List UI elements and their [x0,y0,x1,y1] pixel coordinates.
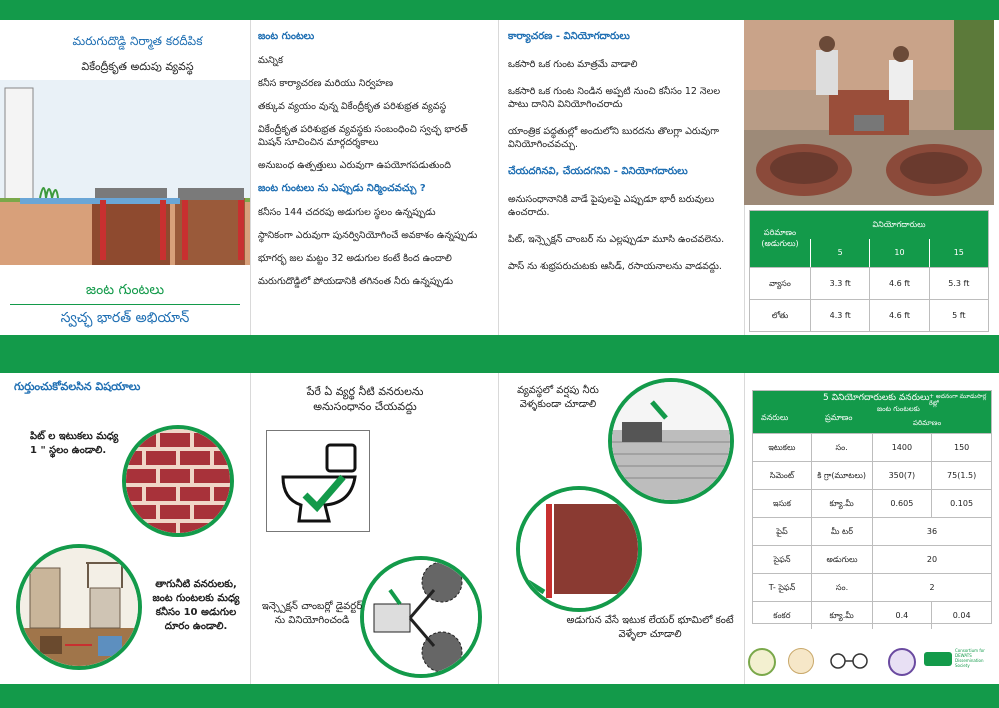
dim-users-15: 15 [929,239,988,267]
cover-panel [0,20,250,335]
rainwater-note: వ్యవస్థలో వర్షపు నీరు వెళ్ళకుండా చూడాలి [517,385,599,410]
material-quantity-twin: 350(7) [872,462,932,489]
material-unit: క్యూ.మీ [811,602,872,629]
brick-wall-circle [122,425,234,537]
cover-title: జంట గుంటలు [85,282,165,298]
dim-cell: 5 ft [929,300,988,332]
material-quantity-twin: 0.605 [872,490,932,517]
well-illustration [20,548,138,666]
material-name: కంకర [773,611,791,620]
toilet-icon [267,431,369,531]
list-item: ఒకసారి ఒక గుంట నిండిన అప్పటి నుంచి కనీసం 12 నెలల పాటు దానిని వినియోగించరాదు [508,86,721,110]
table-row [753,601,991,629]
materials-col-qty: పరిమాణం [913,419,942,427]
materials-col-resource: వనరులు [761,413,789,422]
remember-heading: గుర్తుంచుకోవలసిన విషయాలు [14,380,141,393]
well-distance-circle [16,544,142,670]
list-item: పిట్, ఇన్స్పెక్షన్ చాంబర్ ను ఎల్లప్పుడూ మూసి ఉంచవలెను. [508,234,725,245]
institute-logo [888,648,916,676]
divider [744,373,745,684]
material-quantity: 20 [872,546,991,573]
materials-table [752,390,992,624]
material-quantity-twin: 1400 [872,434,932,461]
middle-band [0,335,999,373]
material-unit: సం. [811,434,872,461]
cdd-logo-text: Consortium for DEWATS Dissemination Society [955,648,985,668]
list-item: కనీసం 144 చదరపు అడుగుల స్థలం ఉన్నప్పుడు [258,207,436,218]
cover-rule [10,304,240,305]
divider [498,373,499,684]
list-item: తక్కువ వ్యయం వున్న వికేంద్రీకృత పరిశుభ్రత వ్యవస్థ [258,101,447,112]
list-item: భూగర్భ జల మట్టం 32 అడుగుల కంటే కింద ఉందాలి [258,253,452,264]
wastewater-note: పేరే ఏ వ్యర్థ నీటి వనరులను అనుసంధానం చేయవద్దు [306,385,424,413]
brick-gap-note: పిట్ ల ఇటుకలు మధ్య 1 " స్థలం ఉండాలి. [30,431,119,456]
dim-cell: 4.6 ft [869,268,928,300]
dim-cell: 5.3 ft [929,268,988,300]
swachh-bharat-glasses-logo [826,652,874,670]
cover-subtitle: స్వచ్ఛ భారత్ అభియాన్ [60,310,190,326]
table-row [753,433,991,461]
dim-table-header [810,211,988,239]
info-panel-twin-pits [258,30,494,288]
pit-section-illustration [520,490,638,608]
bottom-band [0,684,999,708]
rainwater-illustration [612,382,730,500]
list-item: అనుసంధానానికి వాడే పైపులపై ఎప్పుడూ భారీ బరువులు ఉంచరాదు. [508,194,715,218]
section-heading: జంట గుంటలు ను ఎప్పుడు నిర్మించవచ్చు ? [258,183,426,194]
material-quantity-extra: 0.04 [931,602,991,629]
materials-rows [753,433,991,629]
info-panel-operation [508,30,738,273]
cover-line1: మరుగుదొడ్డి నిర్మాత కరదీపిక [72,34,203,48]
brick-pattern [126,429,230,533]
section-heading: జంట గుంటలు [258,31,315,42]
table-row [753,573,991,601]
material-name: పైప్ [776,527,788,536]
dim-table-header-label: వినియోగదారులు [872,219,926,229]
materials-col-twin: జంట గుంటలకు [877,405,920,413]
divider [250,20,251,335]
dim-row-label: లోతు [771,311,789,320]
list-item: యాంత్రిక పద్ధతుల్లో అందులోని బురదను తొలగ్లా ఎరువుగా వినియోగించవచ్చు. [508,126,720,150]
table-row [753,489,991,517]
material-quantity: 2 [872,574,991,601]
material-name: ఇసుక [772,499,791,508]
material-name: సైఫన్ [773,555,791,564]
list-item: అనుబంధ ఉత్పత్తులు ఎరువుగా ఉపయోగపడుతుంది [258,160,451,171]
bottom-layer-note: అడుగున వేసే ఇటుక లేయర్ భూమిలో కంటే వెళ్ళేలా చూడాలి [566,615,734,640]
dim-cell: 4.3 ft [810,300,869,332]
material-name: T- సైఫన్ [768,583,796,592]
material-quantity: 36 [872,518,991,545]
dim-table-side-header [750,211,810,267]
list-item: వికేంద్రీకృత పరిశుభ్రత వ్యవస్థకు సంబంధించి స్వచ్ఛ భారత్ మిషన్ సూచించిన మార్గదర్శకాలు [258,124,468,148]
material-quantity-extra: 0.105 [931,490,991,517]
material-unit: సం. [811,574,872,601]
construction-photo [744,20,994,205]
list-item: కనీస కార్యాచరణ మరియు నిర్వహణ [258,78,394,89]
list-item: స్థానికంగా ఎరువుగా పునర్వినియోగించే అవకాశం ఉన్నప్పుడు [258,230,478,241]
dim-cell: 3.3 ft [810,268,869,300]
bottom-layer-circle [516,486,642,612]
materials-table-title-bar [753,391,991,433]
pit-dimension-table [749,210,989,332]
section-heading: చేయదగినవి, చేయదగనివి - వినియోగదారులు [508,166,688,177]
govt-emblem-logo [748,648,776,676]
list-item: మన్నిక [258,55,283,66]
well-distance-note: తాగునీటి వనరులకు, జంట గుంటలకు మధ్య కనీసం 10 అడుగుల దూరం ఉండాలి. [152,579,240,632]
material-quantity-twin: 0.4 [872,602,932,629]
rainwater-circle [608,378,734,504]
table-row [753,517,991,545]
material-name: సిమెంట్ [769,471,795,480]
material-unit: అడుగులు [811,546,872,573]
dim-users-10: 10 [869,239,928,267]
table-row [753,545,991,573]
material-unit: మీ టర్ [811,518,872,545]
dim-table-row-head: పరిమాణం (అడుగులు) [761,228,799,248]
toilet-frame [266,430,370,532]
material-unit: కి గ్రా(మూటలు) [811,462,872,489]
twin-pit-illustration [0,80,250,265]
top-band [0,0,999,20]
diverter-illustration [364,560,478,674]
material-name: ఇటుకలు [768,443,796,452]
material-quantity-extra: 150 [931,434,991,461]
cdd-logo [924,652,952,666]
materials-col-unit: ప్రమాణం [825,413,853,422]
dim-users-5: 5 [810,239,869,267]
material-unit: క్యూ.మీ [811,490,872,517]
material-quantity-extra: 75(1.5) [931,462,991,489]
dim-table-users-row [810,239,988,267]
diverter-note: ఇన్స్పెక్షన్ చాంబర్లో డైవర్టర్ ను వినియోగించండి [261,601,363,626]
list-item: ఒకసారి ఒక గుంట మాత్రమే వాడాలి [508,59,638,70]
list-item: పాస్ ను శుభ్రపరుచుటకు ఆసిడ్, రసాయనాలను వాడవద్దు. [508,261,722,272]
table-row [753,461,991,489]
list-item: మరుగుదొడ్డిలో పోయడానికి తగినంత నీరు ఉన్నప్పుడు [258,276,454,287]
dim-row-label: వ్యాసం [769,279,791,288]
diverter-circle [360,556,482,678]
section-heading: కార్యాచరణ - వినియోగదారులు [508,31,630,42]
logo-row [748,644,994,678]
materials-table-note: + అదనంగా మూడుసార్ల రేట్లో [929,393,987,407]
divider [250,373,251,684]
materials-table-title: 5 వినియోగదారులకు వనరులు [823,393,930,403]
divider [498,20,499,335]
table-row [750,267,988,300]
table-row [750,299,988,332]
dim-cell: 4.6 ft [869,300,928,332]
cover-line2: వికేంద్రీకృత అదుపు వ్యవస్థ [81,60,194,73]
swachh-logo [788,648,814,674]
